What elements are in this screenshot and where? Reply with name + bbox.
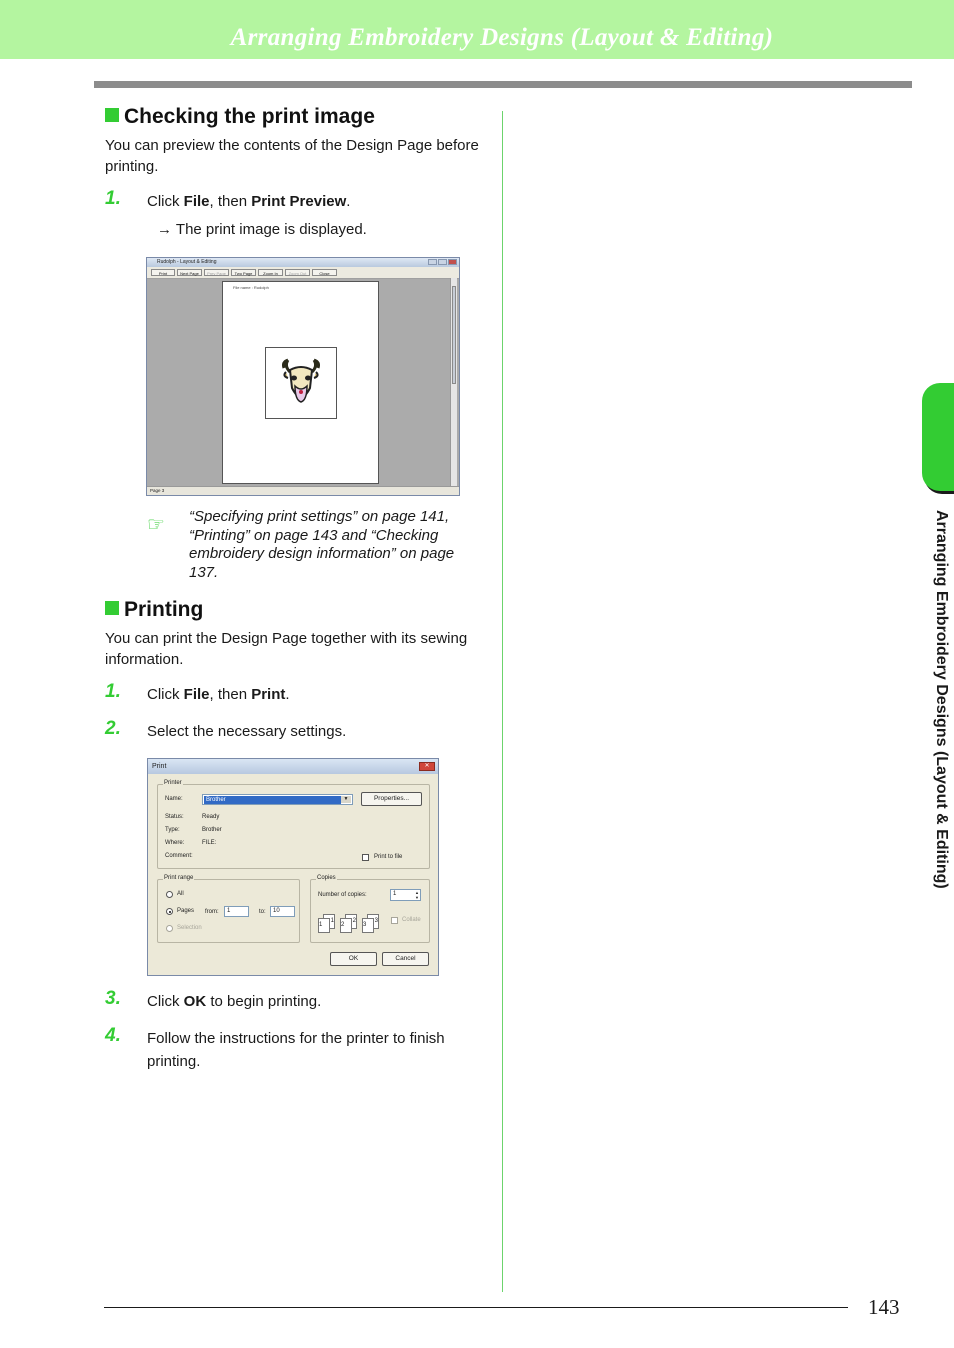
step-number: 1.: [105, 188, 121, 209]
cross-reference-note: “Specifying print settings” on page 141, “Printing” on page 143 and “Checking embroidery design information” on page 137.: [189, 508, 455, 581]
page-number: 143: [868, 1295, 900, 1319]
status-bar: Page 3: [147, 486, 459, 495]
maximize-icon: [438, 259, 447, 265]
step-number: 2.: [105, 718, 121, 739]
chapter-title: Arranging Embroidery Designs (Layout & Editing): [230, 24, 774, 51]
window-controls: [428, 259, 457, 265]
arrow-icon: →: [157, 221, 172, 238]
to-page-input[interactable]: 10: [270, 906, 295, 917]
zoom-in-button[interactable]: Zoom In: [258, 269, 283, 276]
close-icon[interactable]: ✕: [419, 762, 435, 771]
preview-toolbar: [147, 267, 459, 279]
print-button[interactable]: Print: [151, 269, 175, 276]
step-text: Click OK to begin printing.: [147, 993, 322, 1010]
collate-pages-icon: 1 1: [318, 914, 334, 932]
range-selection-radio[interactable]: [166, 925, 173, 932]
prev-page-button[interactable]: Prev Page: [204, 269, 229, 276]
heading-square-icon: [105, 601, 119, 615]
range-pages-radio[interactable]: [166, 908, 173, 915]
print-to-file-checkbox[interactable]: [362, 854, 369, 861]
two-page-button[interactable]: Two Page: [231, 269, 256, 276]
collate-checkbox[interactable]: [391, 917, 398, 924]
step-number: 4.: [105, 1025, 121, 1046]
heading-text: Printing: [124, 598, 204, 621]
step-text: Select the necessary settings.: [147, 723, 347, 740]
reindeer-design-icon: [266, 348, 336, 418]
next-page-button[interactable]: Next Page: [177, 269, 202, 276]
collate-pages-icon: 3 3: [362, 914, 378, 932]
column-divider: [502, 111, 503, 1292]
section-intro: You can preview the contents of the Design Page before printing.: [105, 137, 479, 175]
zoom-out-button[interactable]: Zoom Out: [285, 269, 310, 276]
heading-text: Checking the print image: [124, 105, 375, 128]
vertical-scrollbar[interactable]: [450, 278, 457, 486]
print-dialog-screenshot: Print ✕ Printer Name: Brother ▼ Properties... Status: Ready Type: Brother Where: FILE: Comment: Print to file Print range All Pages from: 1 to: 10 Selection Copies Number of copies: 1 ▲ ▼ 1 1 2 2 3 3 Collate OK Cancel: [147, 758, 439, 976]
step-result: → The print image is displayed.: [157, 221, 367, 238]
pointing-hand-icon: ☞: [147, 514, 165, 536]
heading-square-icon: [105, 108, 119, 122]
spinner-arrows-icon: ▲ ▼: [415, 890, 419, 900]
printer-name-select[interactable]: Brother ▼: [202, 794, 353, 805]
copies-group: Copies: [310, 879, 430, 943]
step-text: Click File, then Print Preview.: [147, 193, 351, 210]
copies-stepper[interactable]: 1 ▲ ▼: [390, 889, 421, 901]
step-text: Follow the instructions for the printer to finish printing.: [147, 1030, 445, 1070]
minimize-icon: [428, 259, 437, 265]
print-range-group: Print range: [157, 879, 300, 943]
from-page-input[interactable]: 1: [224, 906, 249, 917]
print-preview-screenshot: [146, 257, 460, 496]
close-button[interactable]: Close: [312, 269, 337, 276]
properties-button[interactable]: Properties...: [361, 792, 422, 806]
printer-group: Printer: [157, 784, 430, 869]
section-heading-print-image: [105, 105, 375, 129]
header-rule: [94, 81, 912, 88]
step-number: 3.: [105, 988, 121, 1009]
scroll-thumb[interactable]: [452, 286, 456, 384]
close-icon: [448, 259, 457, 265]
step-text: Click File, then Print.: [147, 686, 290, 703]
preview-page: [222, 281, 379, 484]
chapter-tab: [922, 383, 954, 491]
dialog-titlebar: Print: [148, 759, 438, 774]
window-titlebar: Rudolph - Layout & Editing: [147, 258, 459, 267]
section-intro: You can print the Design Page together with its sewing information.: [105, 630, 468, 668]
step-number: 1.: [105, 681, 121, 702]
design-frame: [265, 347, 337, 419]
chapter-tab-label: Arranging Embroidery Designs (Layout & Editing): [933, 510, 950, 889]
collate-pages-icon: 2 2: [340, 914, 356, 932]
footer-rule: [104, 1307, 848, 1308]
chevron-down-icon: ▼: [341, 796, 351, 803]
ok-button[interactable]: OK: [330, 952, 377, 966]
page-header: File name : Rudolph: [233, 285, 269, 290]
cancel-button[interactable]: Cancel: [382, 952, 429, 966]
section-heading-printing: [105, 598, 203, 622]
range-all-radio[interactable]: [166, 891, 173, 898]
